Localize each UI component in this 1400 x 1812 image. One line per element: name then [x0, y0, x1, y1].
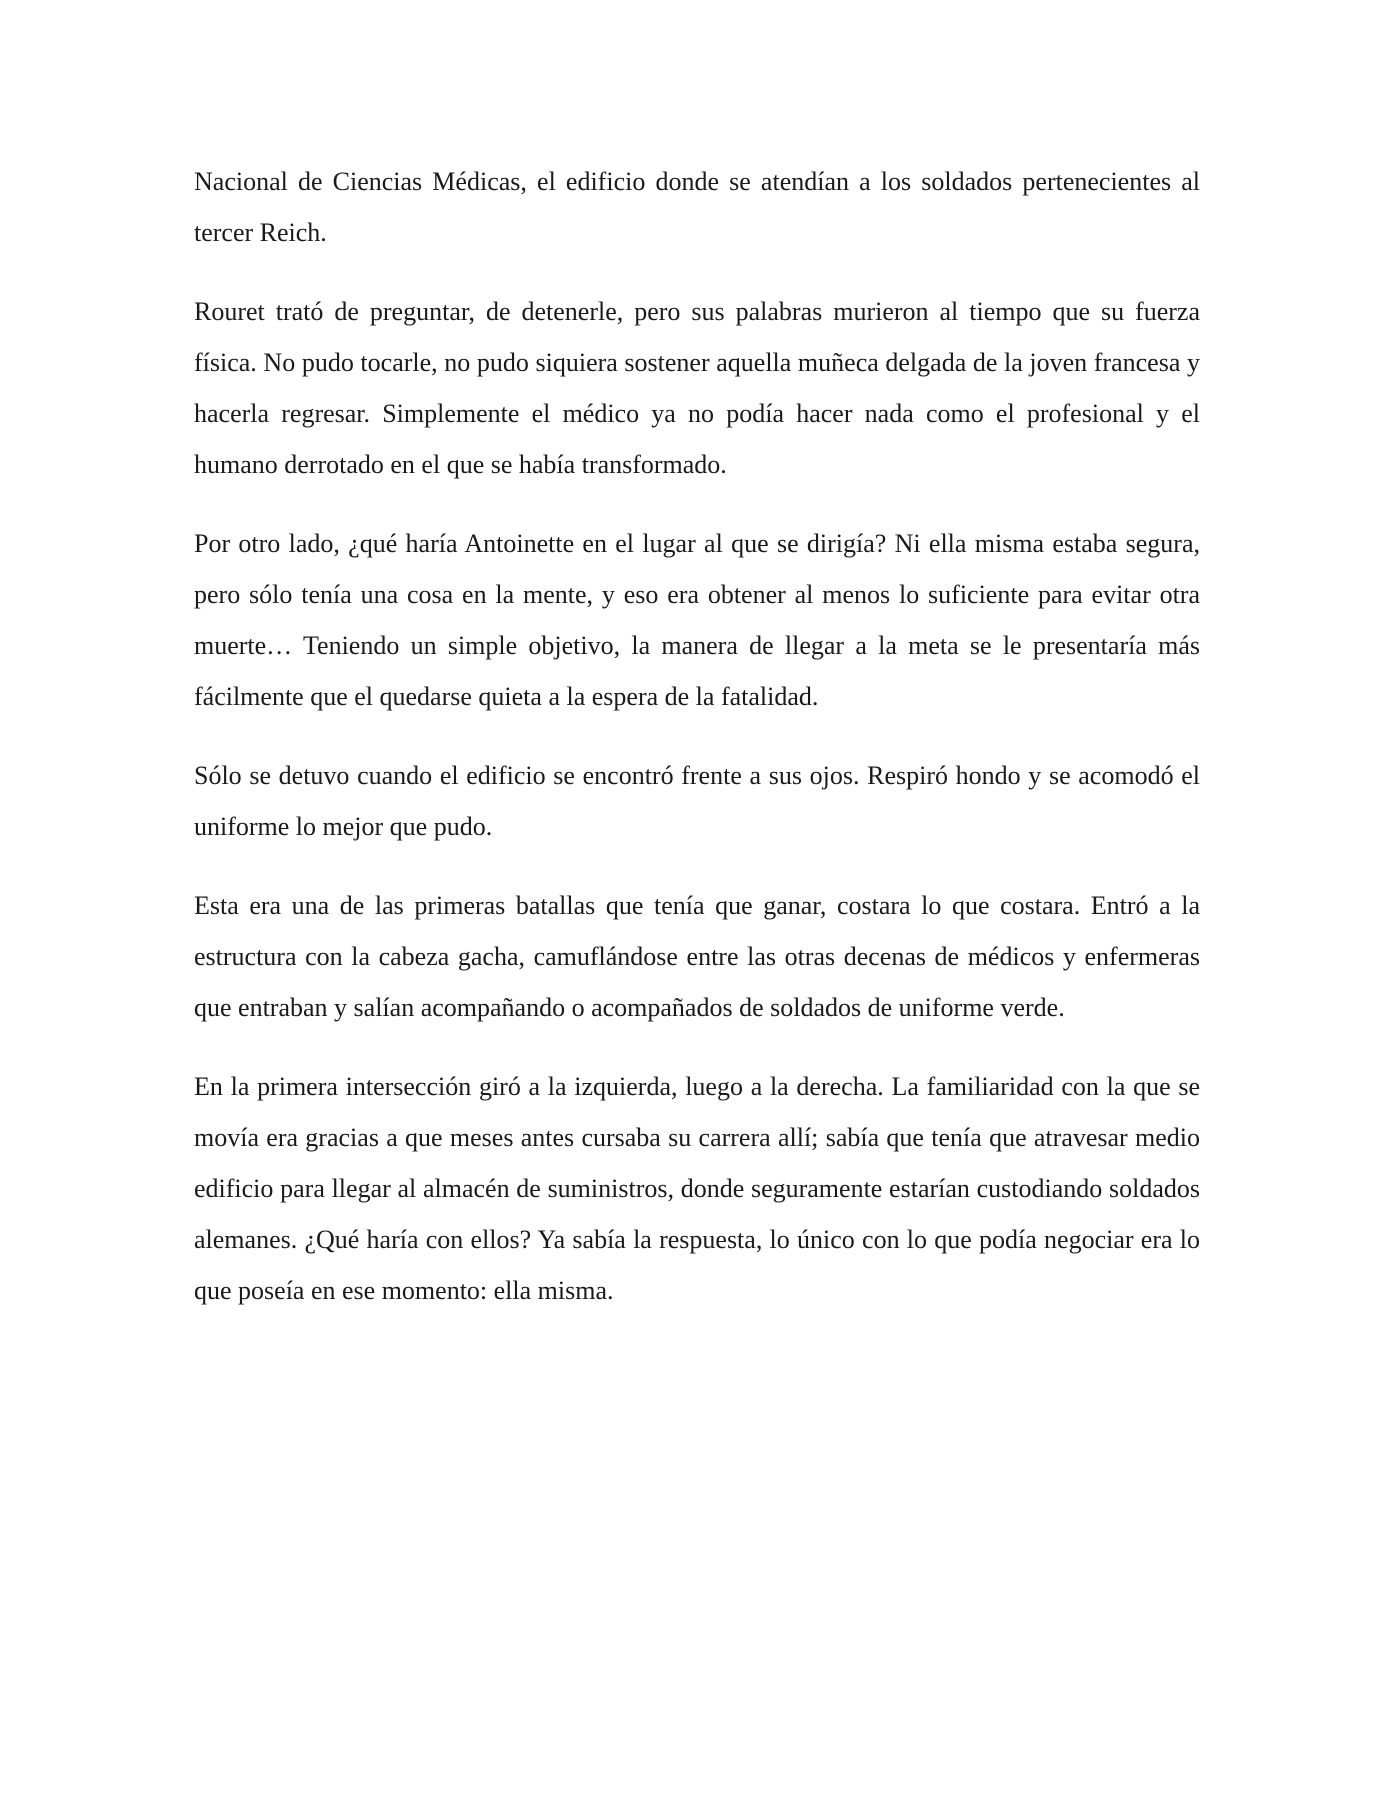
paragraph-4: Sólo se detuvo cuando el edificio se encontró frente a sus ojos. Respiró hondo y se acomodó el uniforme lo mejor que pudo.: [194, 761, 1200, 841]
paragraph-3: Por otro lado, ¿qué haría Antoinette en el lugar al que se dirigía? Ni ella misma estaba segura, pero sólo tenía una cosa en la mente, y eso era obtener al menos lo suficiente para evitar otra muerte… Teniendo un simple objetivo, la manera de llegar a la meta se le presentaría más fácilmente que el quedarse quieta a la espera de la fatalidad.: [194, 529, 1200, 711]
paragraph-2: Rouret trató de preguntar, de detenerle, pero sus palabras murieron al tiempo que su fuerza física. No pudo tocarle, no pudo siquiera sostener aquella muñeca delgada de la joven francesa y hacerla regresar. Simplemente el médico ya no podía hacer nada como el profesional y el humano derrotado en el que se había transformado.: [194, 297, 1200, 479]
paragraph-1: Nacional de Ciencias Médicas, el edificio donde se atendían a los soldados pertenecientes al tercer Reich.: [194, 167, 1200, 247]
paragraph-6: En la primera intersección giró a la izquierda, luego a la derecha. La familiaridad con la que se movía era gracias a que meses antes cursaba su carrera allí; sabía que tenía que atravesar medio edificio para llegar al almacén de suministros, donde seguramente estarían custodiando soldados alemanes. ¿Qué haría con ellos? Ya sabía la respuesta, lo único con lo que podía negociar era lo que poseía en ese momento: ella misma.: [194, 1072, 1200, 1305]
paragraph-5: Esta era una de las primeras batallas que tenía que ganar, costara lo que costara. Entró a la estructura con la cabeza gacha, camuflándose entre las otras decenas de médicos y enfermeras que entraban y salían acompañando o acompañados de soldados de uniforme verde.: [194, 891, 1200, 1022]
